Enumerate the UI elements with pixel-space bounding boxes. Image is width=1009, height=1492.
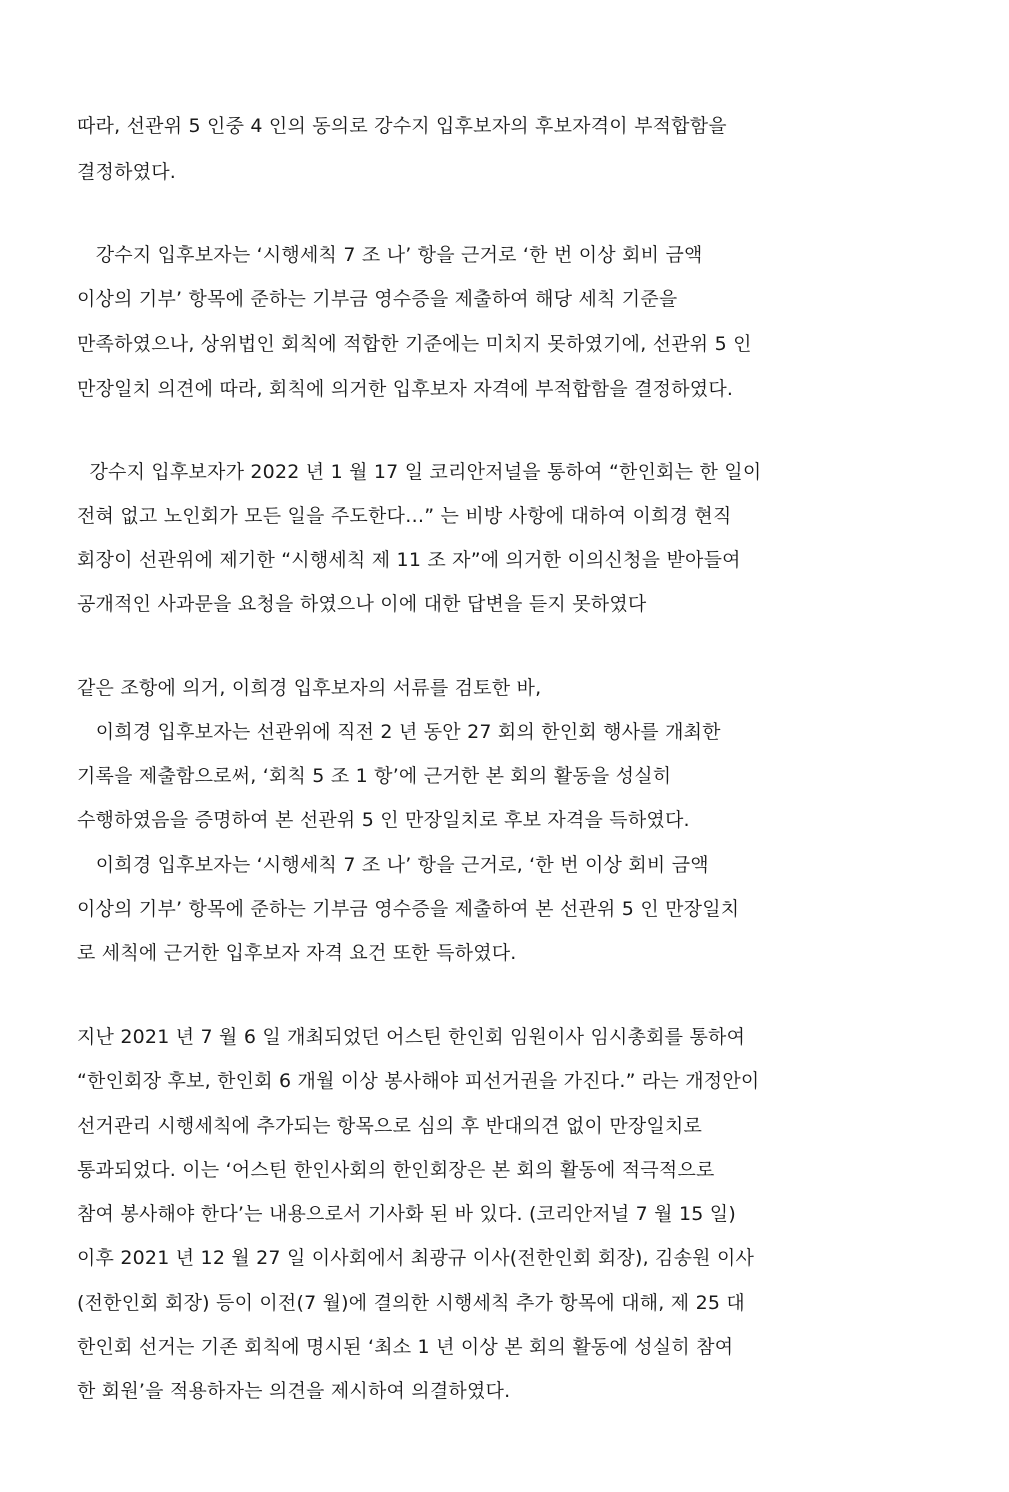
text-line: 만족하였으나, 상위법인 회칙에 적합한 기준에는 미치지 못하였기에, 선관위 5 인 xyxy=(77,333,752,355)
text-line: 이상의 기부’ 항목에 준하는 기부금 영수증을 제출하여 해당 세칙 기준을 xyxy=(77,288,678,310)
text-line: 이후 2021 년 12 월 27 일 이사회에서 최광규 이사(전한인회 회장), 김송원 이사 xyxy=(77,1247,755,1269)
text-line: 따라, 선관위 5 인중 4 인의 동의로 강수지 입후보자의 후보자격이 부적합함을 xyxy=(77,115,727,137)
text-line: 이희경 입후보자는 ‘시행세칙 7 조 나’ 항을 근거로, ‘한 번 이상 회비 금액 xyxy=(77,854,709,876)
text-line: 로 세칙에 근거한 입후보자 자격 요건 또한 득하였다. xyxy=(77,942,517,964)
text-line: 같은 조항에 의거, 이희경 입후보자의 서류를 검토한 바, xyxy=(77,677,542,699)
text-line: 지난 2021 년 7 월 6 일 개최되었던 어스틴 한인회 임원이사 임시총회를 통하여 xyxy=(77,1026,746,1048)
text-line: “한인회장 후보, 한인회 6 개월 이상 봉사해야 피선거권을 가진다.” 라는 개정안이 xyxy=(77,1070,760,1092)
text-line: 한 회원’을 적용하자는 의견을 제시하여 의결하였다. xyxy=(77,1380,511,1402)
text-line: 한인회 선거는 기존 회칙에 명시된 ‘최소 1 년 이상 본 회의 활동에 성실히 참여 xyxy=(77,1336,734,1358)
text-line: 참여 봉사해야 한다’는 내용으로서 기사화 된 바 있다. (코리안저널 7 월 15 일) xyxy=(77,1203,736,1225)
text-line: 수행하였음을 증명하여 본 선관위 5 인 만장일치로 후보 자격을 득하였다. xyxy=(77,809,690,831)
text-line: 결정하였다. xyxy=(77,161,177,183)
text-line: (전한인회 회장) 등이 이전(7 월)에 결의한 시행세칙 추가 항목에 대해, 제 25 대 xyxy=(77,1292,745,1314)
text-line: 이희경 입후보자는 선관위에 직전 2 년 동안 27 회의 한인회 행사를 개최한 xyxy=(77,721,721,743)
text-line: 통과되었다. 이는 ‘어스틴 한인사회의 한인회장은 본 회의 활동에 적극적으로 xyxy=(77,1159,715,1181)
text-line: 전혀 없고 노인회가 모든 일을 주도한다…” 는 비방 사항에 대하여 이희경 현직 xyxy=(77,505,732,527)
text-line: 회장이 선관위에 제기한 “시행세칙 제 11 조 자”에 의거한 이의신청을 받아들여 xyxy=(77,549,741,571)
text-line: 공개적인 사과문을 요청을 하였으나 이에 대한 답변을 듣지 못하였다 xyxy=(77,593,647,615)
text-line: 기록을 제출함으로써, ‘회칙 5 조 1 항’에 근거한 본 회의 활동을 성실히 xyxy=(77,765,672,787)
text-line: 강수지 입후보자가 2022 년 1 월 17 일 코리안저널을 통하여 “한인회는 한 일이 xyxy=(77,461,762,483)
text-line: 강수지 입후보자는 ‘시행세칙 7 조 나’ 항을 근거로 ‘한 번 이상 회비 금액 xyxy=(77,244,703,266)
text-line: 이상의 기부’ 항목에 준하는 기부금 영수증을 제출하여 본 선관위 5 인 만장일치 xyxy=(77,898,740,920)
text-line: 만장일치 의견에 따라, 회칙에 의거한 입후보자 자격에 부적합함을 결정하였다. xyxy=(77,378,734,400)
text-line: 선거관리 시행세칙에 추가되는 항목으로 심의 후 반대의견 없이 만장일치로 xyxy=(77,1115,703,1137)
